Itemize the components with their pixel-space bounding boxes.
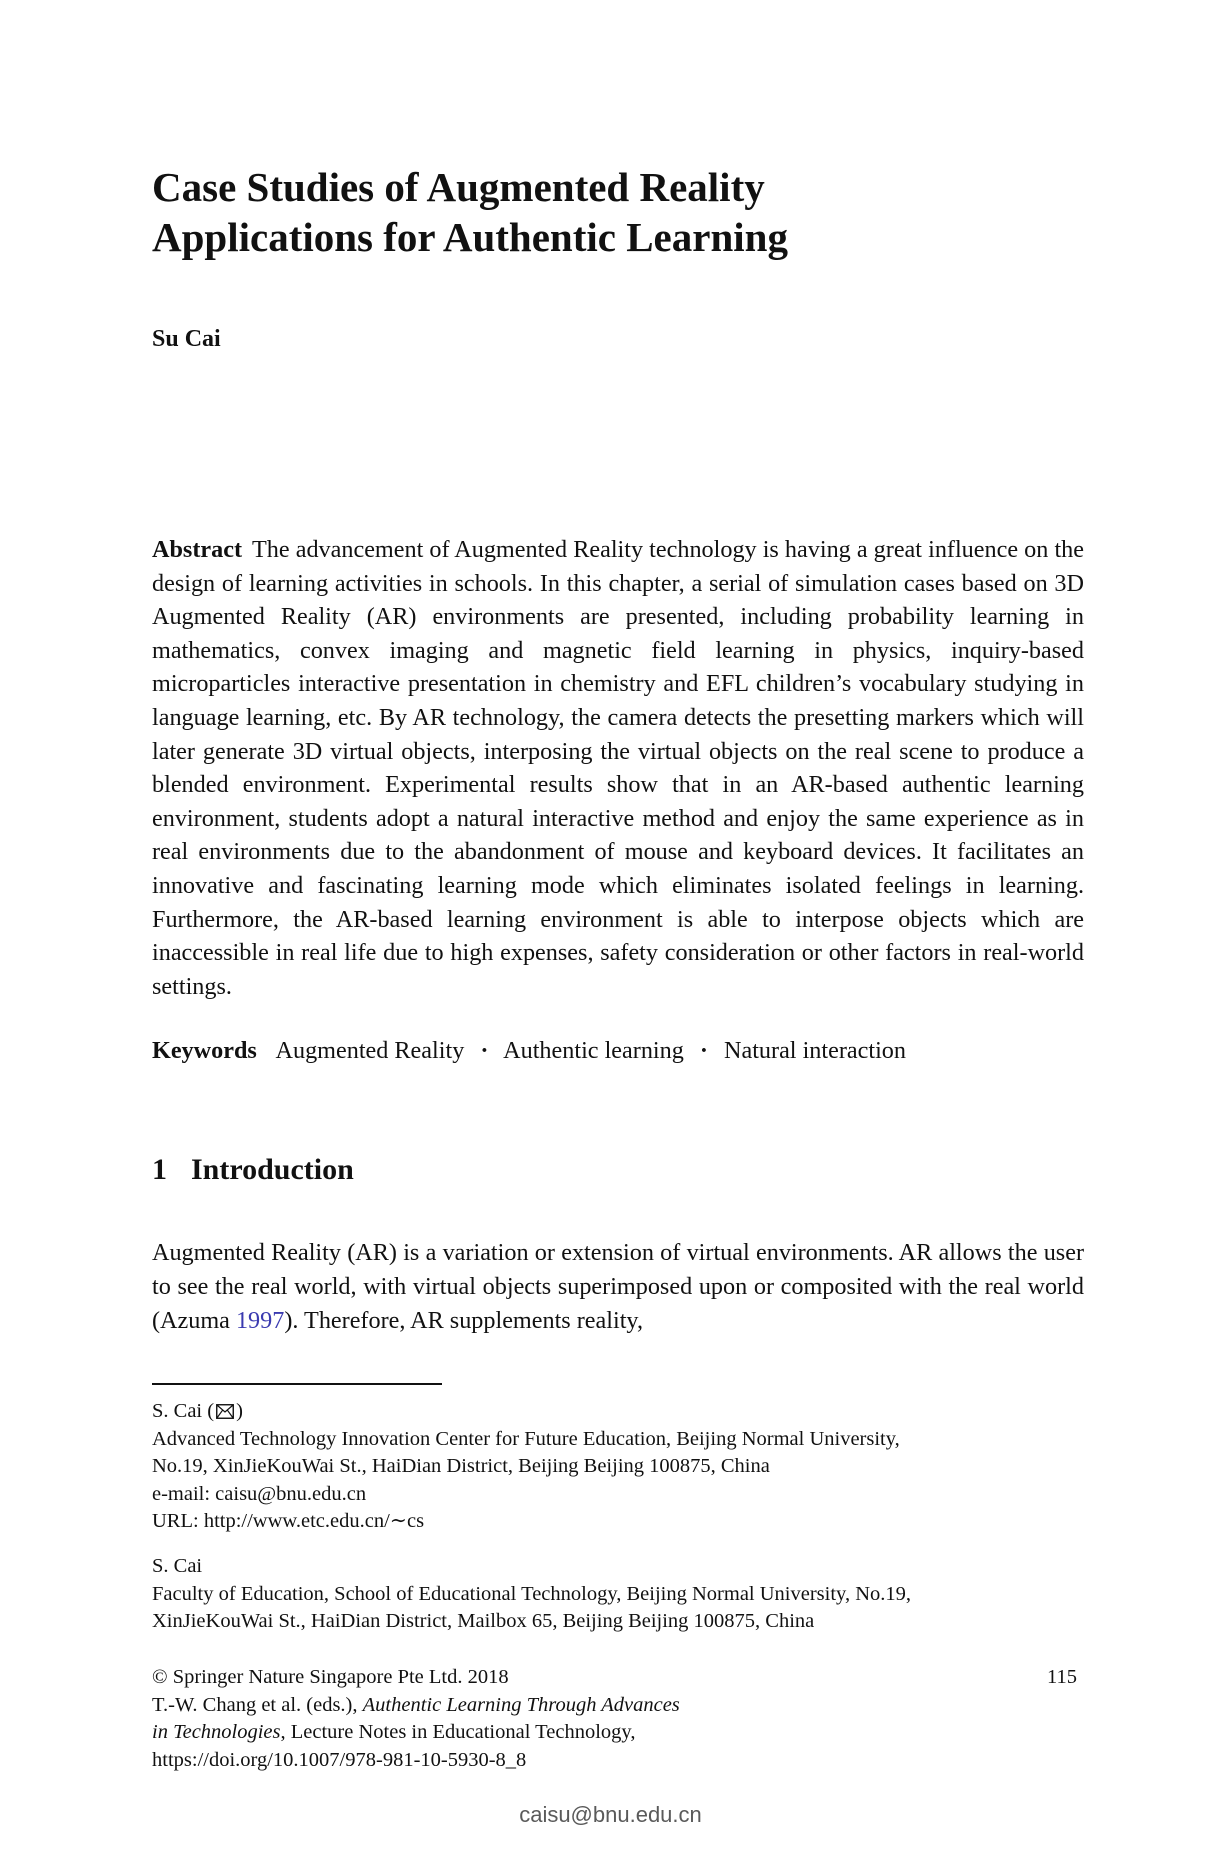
section-number: 1	[152, 1153, 167, 1186]
intro-text-start: Augmented Reality (AR) is a variation or extension of virtual environments. AR allows the user to see the real world, with virtual objects superimposed upon or composited with the real world (Azuma	[152, 1239, 1084, 1334]
affiliation-line: Advanced Technology Innovation Center for Future Education, Beijing Normal University,	[152, 1427, 900, 1450]
abstract-label: Abstract	[152, 536, 243, 563]
introduction-paragraph	[152, 1236, 1084, 1338]
section-title: Introduction	[191, 1153, 354, 1186]
affiliation-line: Faculty of Education, School of Educational Technology, Beijing Normal University, No.19,	[152, 1582, 912, 1605]
second-affiliation-footnote	[152, 1553, 1092, 1636]
doi-link[interactable]: https://doi.org/10.1007/978-981-10-5930-8_8	[152, 1748, 527, 1771]
chapter-title	[152, 162, 1112, 262]
book-title-part-2: in Technologies	[152, 1721, 281, 1744]
intro-text-end: ). Therefore, AR supplements reality,	[284, 1307, 644, 1334]
author-affiliation-footnote	[152, 1398, 1092, 1536]
url-line: URL: http://www.etc.edu.cn/∼cs	[152, 1510, 425, 1533]
book-title-part-1: Authentic Learning Through Advances	[362, 1693, 680, 1716]
editors-line	[152, 1692, 1092, 1720]
copyright-block	[152, 1664, 1092, 1774]
section-heading	[152, 1153, 354, 1187]
keyword-item: Authentic learning	[503, 1037, 684, 1064]
footnote-author-close: )	[236, 1400, 243, 1422]
footnote-divider	[152, 1383, 442, 1385]
page-number: 115	[1047, 1666, 1077, 1688]
watermark-text: caisu@bnu.edu.cn	[519, 1802, 702, 1827]
footnote-author: S. Cai (	[152, 1400, 215, 1422]
abstract-text: The advancement of Augmented Reality technology is having a great influence on the design of learning activities in schools. In this chapter, a serial of simulation cases based on 3D Augmented Reality (AR) environments are presented, including probability learning in mathematics, convex imaging and magnetic field learning in physics, inquiry-based microparticles interactive presentation in chemistry and EFL children’s vocabulary studying in language learning, etc. By AR technology, the camera detects the presetting markers which will later generate 3D virtual objects, interposing the virtual objects on the real scene to produce a blended environment. Experimental results show that in an AR-based authentic learning environment, students adopt a natural interactive method and enjoy the same experience as in real environments due to the abandonment of mouse and keyboard devices. It facilitates an innovative and fascinating learning mode which eliminates isolated feelings in learning. Furthermore, the AR-based learning environment is able to interpose objects which are inaccessible in real life due to high expenses, safety consideration or other factors in real-world settings.	[152, 536, 1084, 1000]
abstract	[152, 533, 1084, 1003]
keywords-label: Keywords	[152, 1037, 257, 1064]
email-line: e-mail: caisu@bnu.edu.cn	[152, 1482, 367, 1505]
address-line: No.19, XinJieKouWai St., HaiDian District, Beijing Beijing 100875, China	[152, 1455, 770, 1478]
copyright-line: © Springer Nature Singapore Pte Ltd. 2018	[152, 1666, 509, 1688]
footnote-author: S. Cai	[152, 1555, 203, 1577]
keyword-separator: ·	[699, 1037, 708, 1064]
author-name: Su Cai	[152, 326, 221, 352]
citation-link[interactable]: 1997	[235, 1307, 285, 1334]
editors-text: T.-W. Chang et al. (eds.),	[152, 1693, 363, 1716]
keyword-item: Natural interaction	[724, 1037, 906, 1064]
chapter-title-line-1: Case Studies of Augmented Reality	[152, 164, 765, 210]
keyword-separator: ·	[480, 1037, 489, 1064]
series-line	[152, 1719, 1092, 1747]
keyword-item: Augmented Reality	[275, 1037, 465, 1064]
envelope-icon	[216, 1404, 234, 1419]
keywords	[152, 1034, 1084, 1068]
series-text: , Lecture Notes in Educational Technology,	[280, 1721, 636, 1744]
chapter-title-line-2: Applications for Authentic Learning	[152, 214, 788, 260]
address-line: XinJieKouWai St., HaiDian District, Mailbox 65, Beijing Beijing 100875, China	[152, 1610, 815, 1633]
